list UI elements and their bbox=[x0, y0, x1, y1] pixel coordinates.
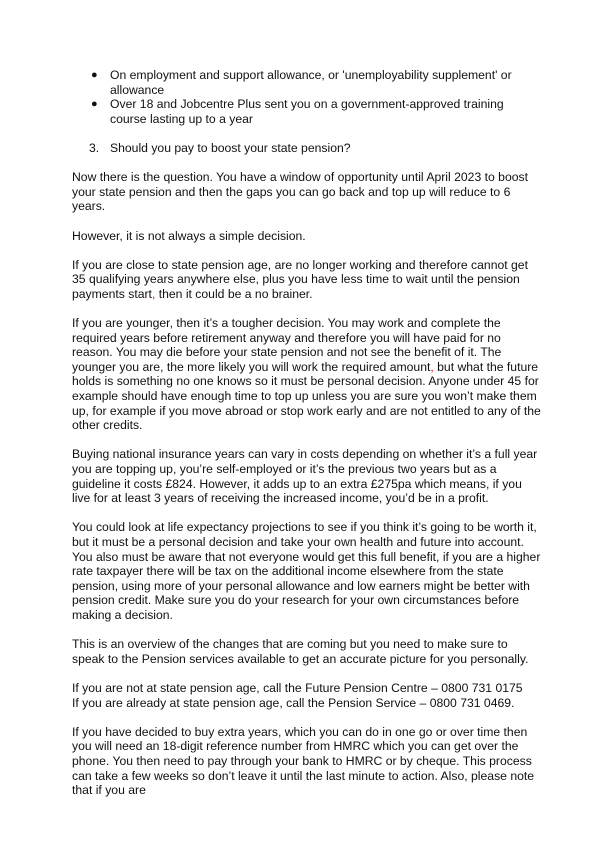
pension-service-line: If you are already at state pension age, call the Pension Service – 0800 731 0469. bbox=[72, 695, 515, 710]
bullet-icon: ● bbox=[91, 98, 98, 111]
paragraph-contact-numbers bbox=[72, 681, 542, 710]
paragraph-text: If you are younger, then it’s a tougher decision. You may work and complete the required years before retirement anyway and therefore you will have paid for no reason. You may die before your state pension and not see the benefit of it. The younger you are, the more likely you will work the required amount bbox=[72, 316, 502, 374]
paragraph-overview: This is an overview of the changes that are coming but you need to make sure to speak to the Pension services available to get an accurate picture for you personally. bbox=[72, 637, 529, 666]
bullet-list bbox=[72, 68, 542, 126]
paragraph-text: then it could be a no brainer. bbox=[155, 286, 313, 301]
highlighted-comma: , bbox=[430, 359, 434, 374]
future-pension-centre-line: If you are not at state pension age, call the Future Pension Centre – 0800 731 0175 bbox=[72, 680, 523, 695]
bullet-text: Over 18 and Jobcentre Plus sent you on a government-approved training course lasting up to a year bbox=[110, 97, 504, 126]
highlighted-comma: , bbox=[151, 286, 156, 301]
paragraph-younger bbox=[72, 316, 542, 433]
section-heading bbox=[72, 141, 542, 156]
paragraph-not-simple: However, it is not always a simple decision. bbox=[72, 228, 306, 243]
document-body bbox=[72, 68, 542, 798]
bullet-item bbox=[72, 68, 542, 97]
paragraph-text: If you are close to state pension age, are no longer working and therefore cannot get 35 qualifying years anywhere else, plus you have less time to wait until the pension payments start bbox=[72, 257, 528, 301]
section-heading-text: Should you pay to boost your state pension? bbox=[110, 140, 351, 155]
bullet-text: On employment and support allowance, or 'unemployability supplement' or allowance bbox=[110, 68, 512, 97]
paragraph-buying-ni-years: Buying national insurance years can vary in costs depending on whether it’s a full year you are topping up, you’re self-employed or it’s the previous two years but as a guideline it costs £824. However, it adds up to an extra £275pa which means, if you live for at least 3 years of receiving the increased income, you’d be in a profit. bbox=[72, 447, 538, 506]
bullet-icon: ● bbox=[91, 69, 98, 81]
bullet-item bbox=[72, 97, 542, 126]
paragraph-text: but what the future holds is something no one knows so it must be personal decision. Anyone under 45 for example should have enough time to top up unless you are sure you won’t make them up, for example if you move abroad or stop work early and are not entitled to any of the other credits. bbox=[72, 359, 541, 433]
paragraph-buy-extra-years: If you have decided to buy extra years, which you can do in one go or over time then you will need an 18-digit reference number from HMRC which you can get over the phone. You then need to pay through your bank to HMRC or by cheque. This process can take a few weeks so don’t leave it until the last minute to action. Also, please note that if you are bbox=[72, 724, 535, 798]
paragraph-life-expectancy: You could look at life expectancy projections to see if you think it’s going to be worth it, but it must be a personal decision and take your own health and future into account. You also must be aware that not everyone would get this full benefit, if you are a higher rate taxpayer there will be tax on the additional income elsewhere from the state pension, using more of your personal allowance and low earners might be better with pension credit. Make sure you do your research for your own circumstances before making a decision. bbox=[72, 520, 541, 622]
section-number: 3. bbox=[89, 140, 100, 155]
paragraph-close-to-pension-age bbox=[72, 258, 542, 302]
paragraph-window-of-opportunity: Now there is the question. You have a window of opportunity until April 2023 to boost your state pension and then the gaps you can go back and top up will reduce to 6 years. bbox=[72, 170, 528, 214]
